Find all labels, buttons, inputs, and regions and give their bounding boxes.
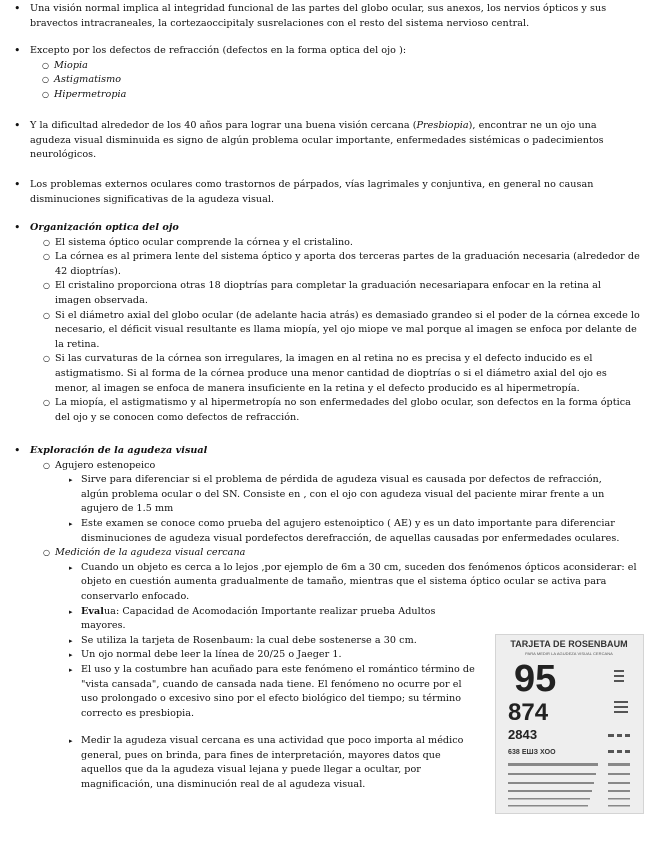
list-item: ○ Hipermetropia [42, 88, 127, 100]
card-line-4: 638 ЕШЗ ХОО [508, 749, 556, 756]
list-item: ○ La córnea es al primera lente del sistema óptico y aporta dos terceras partes de la graduación necesaria (alrededor de 42 dioptrías). [43, 251, 640, 277]
list-item: ○ Si el diámetro axial del globo ocular (de adelante hacia atrás) es demasiado grandeo si el poder de la córnea excede lo necesario, el déficit visual resultante es llama miopía, yel ojo miope ve mal porque al imagen se enfoca por delante de la retina. [43, 309, 640, 350]
list-item: ▸ Medir la agudeza visual cercana es una actividad que poco importa al médico general, pues on brinda, para fines de interpretación, mayores datos que aquellos que da la agudeza visual lejana y puede llegar a ocultar, por magnificación, una disminución real de al agudeza visual. [69, 735, 464, 791]
list-item: ▸ Evalua: Capacidad de Acomodación Importante realizar prueba Adultos mayores. [69, 605, 436, 632]
list-item: ▸ Este examen se conoce como prueba del agujero estenoiptico ( AE) y es un dato importante para diferenciar disminuciones de agudeza visual pordefectos derefracción, de aquellas causadas por enfermedades oculares. [69, 517, 620, 544]
list-item: ▸ El uso y la costumbre han acuñado para este fenómeno el romántico término de "vista cansada", cuando de cansada nada tiene. El fenómeno no ocurre por el uso prolongado o excesivo sino por el efecto biológico del tiempo; su término correcto es presbiopia. [69, 663, 475, 719]
optics-sublist [43, 236, 640, 426]
list-item: ▸ Se utiliza la tarjeta de Rosenbaum: la cual debe sostenerse a 30 cm. [69, 634, 417, 646]
list-item: ▸ Sirve para diferenciar si el problema de pérdida de agudeza visual es causada por defectos de refracción, algún problema ocular o del SN. Consiste en , con el ojo con agudeza visual del paciente mirar frente a un agujero de 1.5 mm [69, 474, 605, 515]
pinhole-sublist [69, 473, 629, 546]
section-title: Organización optica del ojo [30, 222, 179, 233]
card-line-2: 874 [508, 699, 549, 726]
list-item: ○ Medición de la agudeza visual cercana ▸ Cuando un objeto es cerca a lo lejos ,por ejemplo de 6m a 30 cm, suceden dos fenómenos ópticos aconsiderar: el objeto en cuestión aumenta gradualmente de tamaño, mientras que el sistema óptico ocular se activa para conservarlo enfocado. ▸ Evalua: Capacidad de Acomodación Importante realizar prueba Adultos mayores. ▸ Se utiliza la tarjeta de Rosenbaum: la cual debe sostenerse a 30 cm. ▸ Un ojo normal debe leer la línea de 20/25 o Jaeger 1. ▸ El uso y la costumbre han acuñado para este fenómeno el romántico término de "vista cansada", cuando de cansada nada tiene. El fenómeno no ocurre por el uso prolongado o excesivo sino por el efecto biológico del tiempo; su término correcto es presbiopia. ▸ Medir la agudeza visual cercana es una actividad que poco importa al médico general, pues on brinda, para fines de interpretación, mayores datos que aquellos que da la agudeza visual lejana y puede llegar a ocultar, por magnificación, una disminución real de al agudeza visual. [43, 546, 640, 793]
card-title: TARJETA DE ROSENBAUM [510, 639, 628, 649]
optics-section [0, 221, 640, 425]
list-item: • Y la dificultad alrededor de los 40 años para lograr una buena visión cercana (Presbiopia), encontrar ne un ojo una agudeza visual disminuida es signo de algún problema ocular importante, enfermedades sistémicas o padecimientos neurológicos. [14, 119, 604, 161]
list-item: ○ La miopía, el astigmatismo y al hipermetropía no son enfermedades del globo ocular, son defectos en la forma óptica del ojo y se conocen como defectos de refracción. [43, 397, 631, 423]
external-list [0, 178, 640, 207]
list-item: ○ Astigmatismo [42, 74, 122, 86]
list-item: ○ Si las curvaturas de la córnea son irregulares, la imagen en al retina no es precisa y el defecto inducido es el astigmatismo. Si al forma de la córnea produce una menor cantidad de dioptrías o si el diámetro axial del ojo es menor, al imagen se enfoca de manera insuficiente en la retina y el defecto producido es al hipermetropía. [43, 353, 607, 394]
list-item: • Excepto por los defectos de refracción (defectos en la forma optica del ojo ): ○ Miopia ○ Astigmatismo ○ Hipermetropia [0, 44, 640, 102]
rosenbaum-card-image [495, 634, 644, 814]
list-item: ○ Agujero estenopeico ▸ Sirve para diferenciar si el problema de pérdida de agudeza visual es causada por defectos de refracción, algún problema ocular o del SN. Consiste en , con el ojo con agudeza visual del paciente mirar frente a un agujero de 1.5 mm ▸ Este examen se conoce como prueba del agujero estenoiptico ( AE) y es un dato importante para diferenciar disminuciones de agudeza visual pordefectos derefracción, de aquellas causadas por enfermedades oculares. [43, 459, 640, 547]
list-item: • Organización optica del ojo ○ El sistema óptico ocular comprende la córnea y el cristalino. ○ La córnea es al primera lente del sistema óptico y aporta dos terceras partes de la graduación necesaria (alrededor de 42 dioptrías). ○ El cristalino proporciona otras 18 dioptrías para completar la graduación necesariapara enfocar en la retina al imagen observada. ○ Si el diámetro axial del globo ocular (de adelante hacia atrás) es demasiado grandeo si el poder de la córnea excede lo necesario, el déficit visual resultante es llama miopía, yel ojo miope ve mal porque al imagen se enfoca por delante de la retina. ○ Si las curvaturas de la córnea son irregulares, la imagen en al retina no es precisa y el defecto inducido es el astigmatismo. Si al forma de la córnea produce una menor cantidad de dioptrías o si el diámetro axial del ojo es menor, al imagen se enfoca de manera insuficiente en la retina y el defecto producido es al hipermetropía. ○ La miopía, el astigmatismo y al hipermetropía no son enfermedades del globo ocular, son defectos en la forma óptica del ojo y se conocen como defectos de refracción. [0, 221, 640, 425]
section-title: Exploración de la agudeza visual [30, 445, 208, 456]
defects-sublist [42, 59, 640, 103]
list-item: • Una visión normal implica al integridad funcional de las partes del globo ocular, sus anexos, los nervios ópticos y sus bravectos intracraneales, la cortezaoccipitaly susrelaciones con el resto del sistema nervioso central. [14, 2, 607, 29]
card-line-3: 2843 [508, 727, 538, 742]
list-item: ○ El cristalino proporciona otras 18 dioptrías para completar la graduación necesariapara enfocar en la retina al imagen observada. [43, 280, 602, 306]
paragraph-text: Una visión normal implica al integridad funcional de las partes del globo ocular, sus anexos, los nervios ópticos y sus bravectos intracraneales, la cortezaoccipitaly susrelaciones con el resto del sistema nervioso central. [30, 3, 607, 29]
card-subtitle: PARA MEDIR LA AGUDEZA VISUAL CERCANA [525, 651, 613, 656]
list-item: ○ Miopia [42, 59, 88, 71]
intro-list [0, 2, 640, 31]
list-item: • Los problemas externos oculares como trastornos de párpados, vías lagrimales y conjuntiva, en general no causan disminuciones significativas de la agudeza visual. [14, 178, 594, 205]
refraction-list [0, 44, 640, 102]
list-item: ▸ Un ojo normal debe leer la línea de 20/25 o Jaeger 1. [69, 649, 342, 661]
list-item: • Exploración de la agudeza visual ○ Agujero estenopeico ▸ Sirve para diferenciar si el problema de pérdida de agudeza visual es causada por defectos de refracción, algún problema ocular o del SN. Consiste en , con el ojo con agudeza visual del paciente mirar frente a un agujero de 1.5 mm ▸ Este examen se conoce como prueba del agujero estenoiptico ( AE) y es un dato importante para diferenciar disminuciones de agudeza visual pordefectos derefracción, de aquellas causadas por enfermedades oculares. ○ Medición de la agudeza visual cercana ▸ Cuando un objeto es cerca a lo lejos ,por ejemplo de 6m a 30 cm, suceden dos fenómenos ópticos aconsiderar: el objeto en cuestión aumenta gradualmente de tamaño, mientras que el sistema óptico ocular se activa para conservarlo enfocado. ▸ Evalua: Capacidad de Acomodación Importante realizar prueba Adultos mayores. ▸ Se utiliza la tarjeta de Rosenbaum: la cual debe sostenerse a 30 cm. ▸ Un ojo normal debe leer la línea de 20/25 o Jaeger 1. ▸ El uso y la costumbre han acuñado para este fenómeno el romántico término de "vista cansada", cuando de cansada nada tiene. El fenómeno no ocurre por el uso prolongado o excesivo sino por el efecto biológico del tiempo; su término correcto es presbiopia. ▸ Medir la agudeza visual cercana es una actividad que poco importa al médico general, pues on brinda, para fines de interpretación, mayores datos que aquellos que da la agudeza visual lejana y puede llegar a ocultar, por magnificación, una disminución real de al agudeza visual. [0, 444, 640, 793]
list-item: ○ El sistema óptico ocular comprende la córnea y el cristalino. [43, 236, 353, 248]
presbiopia-list [0, 119, 640, 163]
list-item: ▸ Cuando un objeto es cerca a lo lejos ,por ejemplo de 6m a 30 cm, suceden dos fenómenos ópticos aconsiderar: el objeto en cuestión aumenta gradualmente de tamaño, mientras que el sistema óptico ocular se activa para conservarlo enfocado. [69, 561, 637, 602]
card-line-1: 95 [514, 658, 557, 700]
paragraph-text: Excepto por los defectos de refracción (defectos en la forma optica del ojo ): [30, 45, 407, 56]
